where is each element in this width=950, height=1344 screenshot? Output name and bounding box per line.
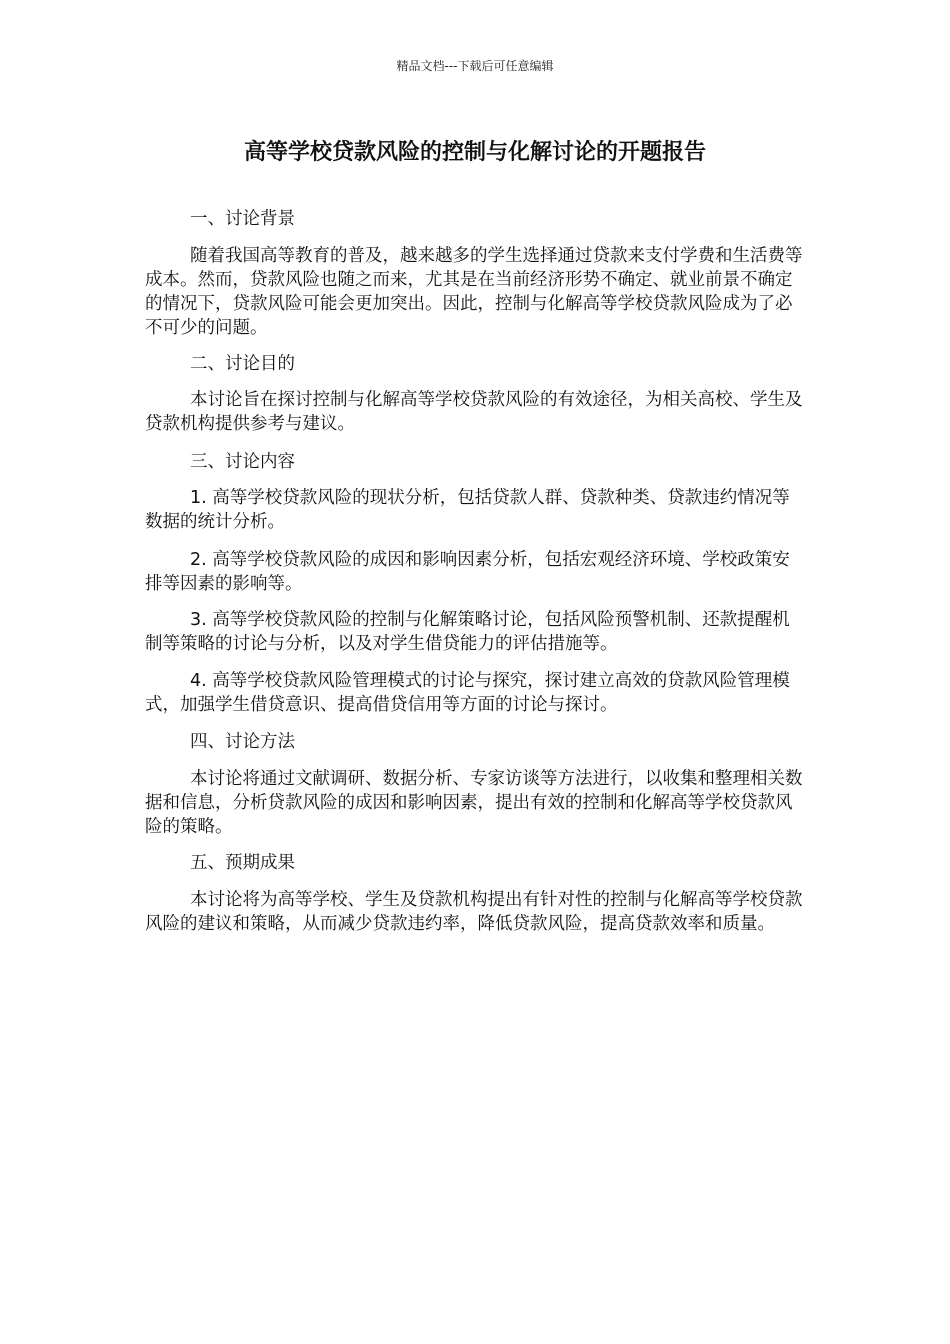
paragraph-line: 本讨论将通过文献调研、数据分析、专家访谈等方法进行，以收集和整理相关数 — [190, 769, 803, 789]
paragraph-line: 贷款机构提供参考与建议。 — [145, 414, 355, 434]
paragraph-line: 险的策略。 — [145, 817, 233, 837]
paragraph-line: 的情况下，贷款风险可能会更加突出。因此，控制与化解高等学校贷款风险成为了必 — [145, 294, 793, 314]
paragraph-line: 3. 高等学校贷款风险的控制与化解策略讨论，包括风险预警机制、还款提醒机 — [190, 610, 790, 630]
paragraph — [145, 548, 825, 596]
paragraph — [145, 388, 825, 436]
paragraph-line: 成本。然而，贷款风险也随之而来，尤其是在当前经济形势不确定、就业前景不确定 — [145, 270, 793, 290]
section-heading: 二、讨论目的 — [190, 354, 295, 374]
section-heading: 四、讨论方法 — [190, 732, 295, 752]
section-heading: 一、讨论背景 — [190, 209, 295, 229]
paragraph — [145, 669, 825, 717]
document-title: 高等学校贷款风险的控制与化解讨论的开题报告 — [243, 140, 706, 165]
paragraph-line: 式，加强学生借贷意识、提高借贷信用等方面的讨论与探讨。 — [145, 695, 618, 715]
paragraph-line: 1. 高等学校贷款风险的现状分析，包括贷款人群、贷款种类、贷款违约情况等 — [190, 488, 790, 508]
paragraph-line: 数据的统计分析。 — [145, 512, 285, 532]
paragraph-line: 本讨论旨在探讨控制与化解高等学校贷款风险的有效途径，为相关高校、学生及 — [190, 390, 803, 410]
paragraph-line: 排等因素的影响等。 — [145, 574, 303, 594]
paragraph-line: 本讨论将为高等学校、学生及贷款机构提出有针对性的控制与化解高等学校贷款 — [190, 890, 803, 910]
section-heading: 三、讨论内容 — [190, 452, 295, 472]
paragraph — [145, 244, 825, 340]
header-note: 精品文档---下载后可任意编辑 — [396, 59, 554, 73]
paragraph-line: 随着我国高等教育的普及，越来越多的学生选择通过贷款来支付学费和生活费等 — [190, 246, 803, 266]
paragraph-line: 风险的建议和策略，从而减少贷款违约率，降低贷款风险，提高贷款效率和质量。 — [145, 914, 775, 934]
paragraph-line: 不可少的问题。 — [145, 318, 268, 338]
paragraph-line: 据和信息，分析贷款风险的成因和影响因素，提出有效的控制和化解高等学校贷款风 — [145, 793, 793, 813]
paragraph — [145, 767, 825, 839]
paragraph-line: 制等策略的讨论与分析，以及对学生借贷能力的评估措施等。 — [145, 634, 618, 654]
section-heading: 五、预期成果 — [190, 853, 295, 873]
paragraph — [145, 888, 825, 936]
paragraph — [145, 486, 825, 534]
paragraph — [145, 608, 825, 656]
paragraph-line: 4. 高等学校贷款风险管理模式的讨论与探究，探讨建立高效的贷款风险管理模 — [190, 671, 790, 691]
paragraph-line: 2. 高等学校贷款风险的成因和影响因素分析，包括宏观经济环境、学校政策安 — [190, 550, 790, 570]
